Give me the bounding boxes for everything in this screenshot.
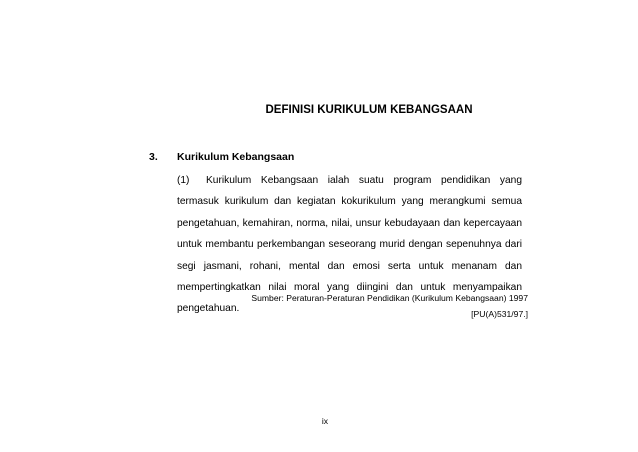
section-heading (149, 151, 294, 163)
page-title: DEFINISI KURIKULUM KEBANGSAAN (265, 104, 473, 116)
page-number: ix (321, 416, 329, 426)
section-number: 3. (149, 151, 158, 163)
source-line-1: Sumber: Peraturan-Peraturan Pendidikan (Kurikulum Kebangsaan) 1997 (251, 293, 528, 303)
paragraph-text: Kurikulum Kebangsaan ialah suatu program pendidikan yang termasuk kurikulum dan kegiatan kokurikulum yang merangkumi semua pengetahuan, kemahiran, norma, nilai, unsur kebudayaan dan kepercayaan untuk membantu perkembangan seseorang murid dengan sepenuhnya dari segi jasmani, rohani, mental dan emosi serta untuk menanam dan mempertingkatkan nilai moral yang diingini dan untuk menyampaikan pengetahuan. (177, 175, 522, 315)
source-line-2: [PU(A)531/97.] (471, 309, 528, 319)
paragraph-marker: (1) (177, 175, 190, 186)
source-citation (251, 290, 528, 322)
section-title: Kurikulum Kebangsaan (177, 151, 295, 163)
